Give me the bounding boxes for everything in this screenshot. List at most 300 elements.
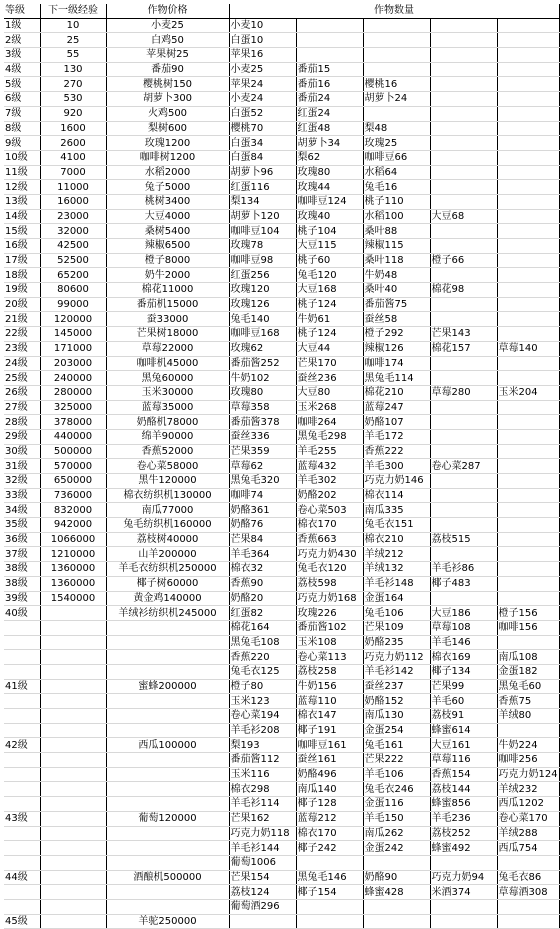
- table-cell[interactable]: [430, 429, 497, 444]
- table-cell[interactable]: [497, 136, 559, 151]
- table-cell[interactable]: 南瓜140: [296, 782, 363, 797]
- table-cell[interactable]: 黑兔毛298: [296, 429, 363, 444]
- table-cell[interactable]: 绵羊90000: [106, 429, 229, 444]
- table-cell[interactable]: 1210000: [40, 547, 106, 562]
- table-cell[interactable]: [497, 48, 559, 63]
- table-cell[interactable]: [497, 62, 559, 77]
- table-cell[interactable]: 桃子110: [363, 194, 430, 209]
- table-cell[interactable]: [40, 664, 106, 679]
- table-cell[interactable]: 桃子60: [296, 253, 363, 268]
- table-cell[interactable]: [430, 268, 497, 283]
- table-cell[interactable]: [4, 855, 40, 870]
- table-cell[interactable]: [497, 268, 559, 283]
- table-cell[interactable]: [497, 77, 559, 92]
- table-cell[interactable]: 44级: [4, 870, 40, 885]
- table-cell[interactable]: 棉衣298: [229, 782, 296, 797]
- table-cell[interactable]: 桑树5400: [106, 224, 229, 239]
- table-cell[interactable]: [106, 709, 229, 724]
- table-cell[interactable]: [296, 855, 363, 870]
- table-cell[interactable]: 99000: [40, 297, 106, 312]
- table-cell[interactable]: 牛奶61: [296, 312, 363, 327]
- table-cell[interactable]: [430, 77, 497, 92]
- table-cell[interactable]: 52500: [40, 253, 106, 268]
- table-cell[interactable]: 27级: [4, 400, 40, 415]
- table-cell[interactable]: 樱桃16: [363, 77, 430, 92]
- table-cell[interactable]: [40, 826, 106, 841]
- table-cell[interactable]: [430, 297, 497, 312]
- table-cell[interactable]: 羊绒232: [497, 782, 559, 797]
- table-cell[interactable]: [497, 209, 559, 224]
- table-cell[interactable]: [497, 312, 559, 327]
- table-cell[interactable]: 棉衣170: [296, 826, 363, 841]
- table-cell[interactable]: [430, 33, 497, 48]
- table-cell[interactable]: [430, 356, 497, 371]
- table-cell[interactable]: [497, 488, 559, 503]
- table-cell[interactable]: 芒果162: [229, 811, 296, 826]
- table-cell[interactable]: [4, 650, 40, 665]
- table-cell[interactable]: 蜜蜂200000: [106, 679, 229, 694]
- table-cell[interactable]: 171000: [40, 341, 106, 356]
- table-cell[interactable]: 白鸡50: [106, 33, 229, 48]
- table-cell[interactable]: 草莓62: [229, 459, 296, 474]
- table-cell[interactable]: 31级: [4, 459, 40, 474]
- table-cell[interactable]: 羊绒132: [363, 562, 430, 577]
- table-cell[interactable]: 橙子80: [229, 679, 296, 694]
- table-cell[interactable]: 黑兔毛114: [363, 371, 430, 386]
- table-cell[interactable]: [497, 400, 559, 415]
- table-cell[interactable]: [106, 826, 229, 841]
- table-cell[interactable]: 番茄24: [296, 92, 363, 107]
- table-cell[interactable]: 棉花210: [363, 385, 430, 400]
- table-cell[interactable]: [430, 239, 497, 254]
- table-cell[interactable]: 梨134: [229, 194, 296, 209]
- table-cell[interactable]: [497, 899, 559, 914]
- table-cell[interactable]: 咖啡264: [296, 415, 363, 430]
- table-cell[interactable]: 酒酿机500000: [106, 870, 229, 885]
- table-cell[interactable]: 葡萄1006: [229, 855, 296, 870]
- table-cell[interactable]: 番茄90: [106, 62, 229, 77]
- table-cell[interactable]: 咖啡74: [229, 488, 296, 503]
- table-cell[interactable]: 羊毛衣纺织机250000: [106, 562, 229, 577]
- table-cell[interactable]: 椰子树60000: [106, 576, 229, 591]
- table-cell[interactable]: [497, 547, 559, 562]
- table-cell[interactable]: 桃子124: [296, 327, 363, 342]
- table-cell[interactable]: [106, 753, 229, 768]
- table-cell[interactable]: 17级: [4, 253, 40, 268]
- table-cell[interactable]: 卷心菜170: [497, 811, 559, 826]
- table-cell[interactable]: 番茄16: [296, 77, 363, 92]
- table-cell[interactable]: [430, 121, 497, 136]
- table-cell[interactable]: [430, 899, 497, 914]
- table-cell[interactable]: 奶牛2000: [106, 268, 229, 283]
- table-cell[interactable]: 桑叶88: [363, 224, 430, 239]
- table-cell[interactable]: 570000: [40, 459, 106, 474]
- table-cell[interactable]: 29级: [4, 429, 40, 444]
- table-cell[interactable]: 440000: [40, 429, 106, 444]
- table-cell[interactable]: 卷心菜113: [296, 650, 363, 665]
- table-cell[interactable]: 兔毛16: [363, 180, 430, 195]
- table-cell[interactable]: 1360000: [40, 576, 106, 591]
- header-qty[interactable]: 作物数量: [229, 4, 559, 18]
- table-cell[interactable]: [40, 811, 106, 826]
- table-cell[interactable]: 棉衣170: [296, 518, 363, 533]
- table-cell[interactable]: 南瓜130: [363, 709, 430, 724]
- table-cell[interactable]: 942000: [40, 518, 106, 533]
- table-cell[interactable]: 兔毛161: [363, 738, 430, 753]
- table-cell[interactable]: [497, 180, 559, 195]
- table-cell[interactable]: 奶酪152: [363, 694, 430, 709]
- table-cell[interactable]: [40, 709, 106, 724]
- table-cell[interactable]: 80600: [40, 283, 106, 298]
- table-cell[interactable]: 大豆44: [296, 341, 363, 356]
- header-level[interactable]: 等级: [4, 4, 40, 18]
- table-cell[interactable]: 兔毛衣246: [363, 782, 430, 797]
- table-cell[interactable]: [363, 48, 430, 63]
- table-cell[interactable]: 蓝莓247: [363, 400, 430, 415]
- table-cell[interactable]: 水稻2000: [106, 165, 229, 180]
- table-cell[interactable]: 番茄酱102: [296, 620, 363, 635]
- table-cell[interactable]: [430, 488, 497, 503]
- table-cell[interactable]: 咖啡256: [497, 753, 559, 768]
- table-cell[interactable]: 椰子128: [296, 797, 363, 812]
- table-cell[interactable]: [296, 914, 363, 929]
- table-cell[interactable]: 38级: [4, 576, 40, 591]
- table-cell[interactable]: 芒果99: [430, 679, 497, 694]
- table-cell[interactable]: 荔枝598: [296, 576, 363, 591]
- table-cell[interactable]: 红蛋24: [296, 106, 363, 121]
- table-cell[interactable]: [40, 635, 106, 650]
- table-cell[interactable]: 水稻100: [363, 209, 430, 224]
- table-cell[interactable]: [497, 150, 559, 165]
- table-cell[interactable]: 梨62: [296, 150, 363, 165]
- table-cell[interactable]: [40, 767, 106, 782]
- table-cell[interactable]: 玉米123: [229, 694, 296, 709]
- table-cell[interactable]: [430, 194, 497, 209]
- table-cell[interactable]: 蜂蜜428: [363, 885, 430, 900]
- table-cell[interactable]: 蚕丝336: [229, 429, 296, 444]
- table-cell[interactable]: 羊毛300: [363, 459, 430, 474]
- table-cell[interactable]: 棉衣32: [229, 562, 296, 577]
- table-cell[interactable]: 小麦25: [229, 62, 296, 77]
- table-cell[interactable]: [430, 415, 497, 430]
- table-cell[interactable]: 832000: [40, 503, 106, 518]
- table-cell[interactable]: 棉衣纺织机130000: [106, 488, 229, 503]
- table-cell[interactable]: 黑兔毛108: [229, 635, 296, 650]
- table-cell[interactable]: 42级: [4, 738, 40, 753]
- table-cell[interactable]: [497, 474, 559, 489]
- table-cell[interactable]: [4, 635, 40, 650]
- table-cell[interactable]: 苹果16: [229, 48, 296, 63]
- table-cell[interactable]: 黑兔毛146: [296, 870, 363, 885]
- table-cell[interactable]: 水稻64: [363, 165, 430, 180]
- table-cell[interactable]: 23000: [40, 209, 106, 224]
- table-cell[interactable]: [40, 620, 106, 635]
- table-cell[interactable]: 羊驼250000: [106, 914, 229, 929]
- table-cell[interactable]: [106, 620, 229, 635]
- table-cell[interactable]: 羊绒212: [363, 547, 430, 562]
- table-cell[interactable]: 大豆4000: [106, 209, 229, 224]
- table-cell[interactable]: 蜂蜜614: [430, 723, 497, 738]
- table-cell[interactable]: 羊毛衫86: [430, 562, 497, 577]
- table-cell[interactable]: 玫瑰44: [296, 180, 363, 195]
- table-cell[interactable]: 棉衣114: [363, 488, 430, 503]
- table-cell[interactable]: 羊毛衫142: [363, 664, 430, 679]
- table-cell[interactable]: [40, 870, 106, 885]
- table-cell[interactable]: [4, 694, 40, 709]
- table-cell[interactable]: 巧克力奶430: [296, 547, 363, 562]
- table-cell[interactable]: 芒果170: [296, 356, 363, 371]
- table-cell[interactable]: [430, 136, 497, 151]
- table-cell[interactable]: [363, 914, 430, 929]
- table-cell[interactable]: 胡萝卜96: [229, 165, 296, 180]
- table-cell[interactable]: 棉花11000: [106, 283, 229, 298]
- table-cell[interactable]: [430, 312, 497, 327]
- table-cell[interactable]: 芒果154: [229, 870, 296, 885]
- table-cell[interactable]: 米酒374: [430, 885, 497, 900]
- table-cell[interactable]: 咖啡豆104: [229, 224, 296, 239]
- table-cell[interactable]: 苹果24: [229, 77, 296, 92]
- table-cell[interactable]: 卷心菜287: [430, 459, 497, 474]
- table-cell[interactable]: [106, 635, 229, 650]
- table-cell[interactable]: [430, 165, 497, 180]
- table-cell[interactable]: [430, 18, 497, 33]
- table-cell[interactable]: [4, 899, 40, 914]
- table-cell[interactable]: [497, 723, 559, 738]
- table-cell[interactable]: 胡萝卜24: [363, 92, 430, 107]
- table-cell[interactable]: 番茄酱75: [363, 297, 430, 312]
- table-cell[interactable]: 大豆161: [430, 738, 497, 753]
- table-cell[interactable]: 香蕉75: [497, 694, 559, 709]
- table-cell[interactable]: 大豆186: [430, 606, 497, 621]
- table-cell[interactable]: 兔毛衣86: [497, 870, 559, 885]
- table-cell[interactable]: 桑叶118: [363, 253, 430, 268]
- table-cell[interactable]: [106, 841, 229, 856]
- table-cell[interactable]: [106, 782, 229, 797]
- table-cell[interactable]: [4, 767, 40, 782]
- table-cell[interactable]: 芒果树18000: [106, 327, 229, 342]
- table-cell[interactable]: 12级: [4, 180, 40, 195]
- table-cell[interactable]: 卷心菜503: [296, 503, 363, 518]
- table-cell[interactable]: 羊毛236: [430, 811, 497, 826]
- table-cell[interactable]: 南瓜108: [497, 650, 559, 665]
- table-cell[interactable]: 11级: [4, 165, 40, 180]
- table-cell[interactable]: 65200: [40, 268, 106, 283]
- table-cell[interactable]: 145000: [40, 327, 106, 342]
- table-cell[interactable]: 玉米268: [296, 400, 363, 415]
- table-cell[interactable]: [4, 885, 40, 900]
- table-cell[interactable]: 兔毛衣120: [296, 562, 363, 577]
- table-cell[interactable]: 巧克力奶124: [498, 769, 558, 781]
- table-cell[interactable]: 咖啡豆98: [229, 253, 296, 268]
- table-cell[interactable]: 蚕33000: [106, 312, 229, 327]
- table-cell[interactable]: [497, 591, 559, 606]
- table-cell[interactable]: [497, 371, 559, 386]
- table-cell[interactable]: [4, 753, 40, 768]
- table-cell[interactable]: 香蕉220: [229, 650, 296, 665]
- table-cell[interactable]: 棉花98: [430, 283, 497, 298]
- table-cell[interactable]: 卷心菜194: [229, 709, 296, 724]
- table-cell[interactable]: [363, 18, 430, 33]
- table-cell[interactable]: 牛奶224: [497, 738, 559, 753]
- table-cell[interactable]: 橙子292: [363, 327, 430, 342]
- table-cell[interactable]: 咖啡174: [363, 356, 430, 371]
- table-cell[interactable]: 牛奶102: [229, 371, 296, 386]
- table-cell[interactable]: 39级: [4, 591, 40, 606]
- header-exp[interactable]: 下一级经验: [40, 4, 106, 18]
- table-cell[interactable]: 桃子104: [296, 224, 363, 239]
- table-cell[interactable]: 奶酪202: [296, 488, 363, 503]
- table-cell[interactable]: 巧克力奶118: [229, 826, 296, 841]
- table-cell[interactable]: [40, 841, 106, 856]
- table-cell[interactable]: [497, 459, 559, 474]
- table-cell[interactable]: [430, 371, 497, 386]
- table-cell[interactable]: 蚕丝236: [296, 371, 363, 386]
- table-cell[interactable]: [430, 150, 497, 165]
- table-cell[interactable]: 玫瑰25: [363, 136, 430, 151]
- table-cell[interactable]: 8级: [4, 121, 40, 136]
- table-cell[interactable]: 3级: [4, 48, 40, 63]
- table-cell[interactable]: 玫瑰126: [229, 297, 296, 312]
- table-cell[interactable]: 红蛋82: [229, 606, 296, 621]
- table-cell[interactable]: [497, 532, 559, 547]
- table-cell[interactable]: 樱桃70: [229, 121, 296, 136]
- table-cell[interactable]: 大豆68: [430, 209, 497, 224]
- table-cell[interactable]: 240000: [40, 371, 106, 386]
- table-cell[interactable]: 32级: [4, 474, 40, 489]
- table-cell[interactable]: 咖啡豆168: [229, 327, 296, 342]
- table-cell[interactable]: 西瓜1202: [497, 797, 559, 812]
- table-cell[interactable]: 橙子8000: [106, 253, 229, 268]
- table-cell[interactable]: 小麦24: [229, 92, 296, 107]
- table-cell[interactable]: [497, 106, 559, 121]
- table-cell[interactable]: 大豆80: [296, 385, 363, 400]
- table-cell[interactable]: 55: [40, 48, 106, 63]
- table-cell[interactable]: [497, 635, 559, 650]
- table-cell[interactable]: 1级: [4, 18, 40, 33]
- table-cell[interactable]: [363, 33, 430, 48]
- table-cell[interactable]: 25级: [4, 371, 40, 386]
- table-cell[interactable]: 咖啡豆124: [296, 194, 363, 209]
- table-cell[interactable]: [363, 106, 430, 121]
- table-cell[interactable]: 荔枝91: [430, 709, 497, 724]
- table-cell[interactable]: [430, 591, 497, 606]
- table-cell[interactable]: [40, 782, 106, 797]
- table-cell[interactable]: 牛奶156: [296, 679, 363, 694]
- table-cell[interactable]: 兔子5000: [106, 180, 229, 195]
- table-cell[interactable]: 椰子191: [296, 723, 363, 738]
- table-cell[interactable]: 番茄15: [296, 62, 363, 77]
- table-cell[interactable]: 21级: [4, 312, 40, 327]
- table-cell[interactable]: 玉米30000: [106, 385, 229, 400]
- table-cell[interactable]: 203000: [40, 356, 106, 371]
- table-cell[interactable]: 香蕉90: [229, 576, 296, 591]
- table-cell[interactable]: 胡萝卜120: [229, 209, 296, 224]
- table-cell[interactable]: [4, 723, 40, 738]
- table-cell[interactable]: 西瓜100000: [106, 738, 229, 753]
- table-cell[interactable]: 32000: [40, 224, 106, 239]
- table-cell[interactable]: 920: [40, 106, 106, 121]
- table-cell[interactable]: 香蕉663: [296, 532, 363, 547]
- table-cell[interactable]: 奶酪机78000: [106, 415, 229, 430]
- table-cell[interactable]: 荔枝515: [430, 532, 497, 547]
- table-cell[interactable]: 红蛋256: [229, 268, 296, 283]
- table-cell[interactable]: 香蕉52000: [106, 444, 229, 459]
- table-cell[interactable]: [106, 899, 229, 914]
- table-cell[interactable]: [40, 723, 106, 738]
- table-cell[interactable]: 玉米108: [296, 635, 363, 650]
- table-cell[interactable]: 7000: [40, 165, 106, 180]
- table-cell[interactable]: 羊毛146: [430, 635, 497, 650]
- table-cell[interactable]: 40级: [4, 606, 40, 621]
- table-cell[interactable]: 2级: [4, 33, 40, 48]
- table-cell[interactable]: 火鸡500: [106, 106, 229, 121]
- table-cell[interactable]: 10级: [4, 150, 40, 165]
- table-cell[interactable]: 桃子124: [296, 297, 363, 312]
- table-cell[interactable]: 4级: [4, 62, 40, 77]
- table-cell[interactable]: [106, 694, 229, 709]
- table-cell[interactable]: 奶酪361: [229, 503, 296, 518]
- table-cell[interactable]: 270: [40, 77, 106, 92]
- table-cell[interactable]: 38级: [4, 562, 40, 577]
- table-cell[interactable]: 咖啡豆66: [363, 150, 430, 165]
- table-cell[interactable]: 芒果359: [229, 444, 296, 459]
- table-cell[interactable]: 130: [40, 62, 106, 77]
- table-cell[interactable]: 23级: [4, 341, 40, 356]
- table-cell[interactable]: 蚕丝237: [363, 679, 430, 694]
- table-cell[interactable]: 18级: [4, 268, 40, 283]
- table-cell[interactable]: 番茄机15000: [106, 297, 229, 312]
- table-cell[interactable]: 羊毛255: [296, 444, 363, 459]
- table-cell[interactable]: [430, 474, 497, 489]
- table-cell[interactable]: 兔毛纺织机160000: [106, 518, 229, 533]
- table-cell[interactable]: 南瓜262: [363, 826, 430, 841]
- table-cell[interactable]: [430, 547, 497, 562]
- table-cell[interactable]: 葡萄酒296: [229, 899, 296, 914]
- table-cell[interactable]: 荔枝124: [229, 885, 296, 900]
- table-cell[interactable]: [106, 797, 229, 812]
- table-cell[interactable]: 26级: [4, 385, 40, 400]
- table-cell[interactable]: 蓝莓35000: [106, 400, 229, 415]
- table-cell[interactable]: 1600: [40, 121, 106, 136]
- table-cell[interactable]: 大豆168: [296, 283, 363, 298]
- table-cell[interactable]: [497, 92, 559, 107]
- table-cell[interactable]: 金蛋116: [363, 797, 430, 812]
- table-cell[interactable]: [106, 767, 229, 782]
- table-cell[interactable]: 咖啡156: [497, 620, 559, 635]
- table-cell[interactable]: 1540000: [40, 591, 106, 606]
- table-cell[interactable]: 玫瑰78: [229, 239, 296, 254]
- table-cell[interactable]: 玫瑰120: [229, 283, 296, 298]
- table-cell[interactable]: 羊毛150: [363, 811, 430, 826]
- table-cell[interactable]: [430, 444, 497, 459]
- table-cell[interactable]: [4, 826, 40, 841]
- table-cell[interactable]: 草莓280: [430, 385, 497, 400]
- table-cell[interactable]: 荔枝树40000: [106, 532, 229, 547]
- table-cell[interactable]: [4, 797, 40, 812]
- table-cell[interactable]: 22级: [4, 327, 40, 342]
- table-cell[interactable]: 咖啡树1200: [106, 150, 229, 165]
- table-cell[interactable]: 辣椒6500: [106, 239, 229, 254]
- table-cell[interactable]: 番茄酱378: [229, 415, 296, 430]
- table-cell[interactable]: 37级: [4, 547, 40, 562]
- table-cell[interactable]: [497, 327, 559, 342]
- table-cell[interactable]: 香蕉154: [430, 767, 497, 782]
- table-cell[interactable]: 玉米116: [229, 767, 296, 782]
- table-cell[interactable]: [106, 885, 229, 900]
- table-cell[interactable]: 奶酪496: [296, 767, 363, 782]
- table-cell[interactable]: 金蛋254: [363, 723, 430, 738]
- table-cell[interactable]: [497, 33, 559, 48]
